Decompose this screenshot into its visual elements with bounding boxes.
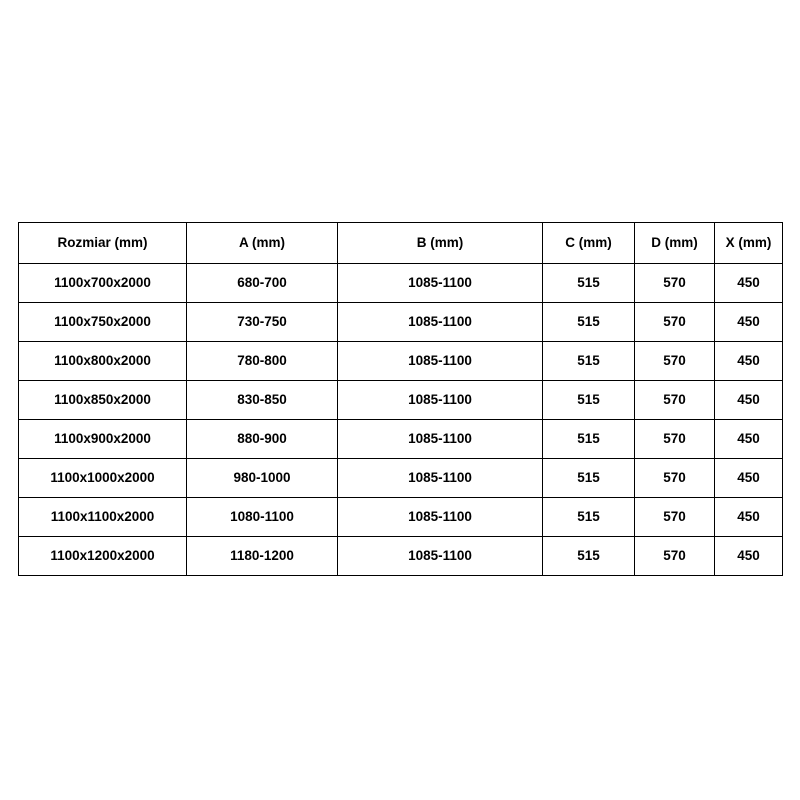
table-row (19, 420, 783, 459)
cell-a: 680-700 (187, 264, 338, 303)
cell-c: 515 (543, 537, 635, 576)
cell-b: 1085-1100 (338, 264, 543, 303)
table-row (19, 264, 783, 303)
cell-d: 570 (635, 303, 715, 342)
table-row (19, 498, 783, 537)
cell-a: 780-800 (187, 342, 338, 381)
cell-c: 515 (543, 420, 635, 459)
cell-b: 1085-1100 (338, 498, 543, 537)
cell-rozmiar: 1100x800x2000 (19, 342, 187, 381)
cell-rozmiar: 1100x1200x2000 (19, 537, 187, 576)
cell-x: 450 (715, 303, 783, 342)
cell-d: 570 (635, 420, 715, 459)
cell-a: 980-1000 (187, 459, 338, 498)
table-row (19, 342, 783, 381)
cell-b: 1085-1100 (338, 537, 543, 576)
column-header-rozmiar: Rozmiar (mm) (19, 223, 187, 264)
table-row (19, 303, 783, 342)
cell-d: 570 (635, 342, 715, 381)
cell-d: 570 (635, 381, 715, 420)
cell-b: 1085-1100 (338, 459, 543, 498)
cell-rozmiar: 1100x900x2000 (19, 420, 187, 459)
cell-a: 880-900 (187, 420, 338, 459)
cell-b: 1085-1100 (338, 381, 543, 420)
cell-x: 450 (715, 498, 783, 537)
cell-d: 570 (635, 498, 715, 537)
cell-rozmiar: 1100x1100x2000 (19, 498, 187, 537)
cell-c: 515 (543, 381, 635, 420)
cell-a: 830-850 (187, 381, 338, 420)
cell-x: 450 (715, 537, 783, 576)
column-header-c: C (mm) (543, 223, 635, 264)
cell-d: 570 (635, 537, 715, 576)
cell-c: 515 (543, 459, 635, 498)
column-header-b: B (mm) (338, 223, 543, 264)
cell-c: 515 (543, 342, 635, 381)
cell-b: 1085-1100 (338, 303, 543, 342)
table-row (19, 381, 783, 420)
size-table (18, 222, 783, 576)
cell-b: 1085-1100 (338, 342, 543, 381)
column-header-a: A (mm) (187, 223, 338, 264)
cell-x: 450 (715, 264, 783, 303)
cell-x: 450 (715, 459, 783, 498)
cell-c: 515 (543, 498, 635, 537)
cell-c: 515 (543, 264, 635, 303)
cell-a: 730-750 (187, 303, 338, 342)
column-header-x: X (mm) (715, 223, 783, 264)
cell-a: 1080-1100 (187, 498, 338, 537)
cell-a: 1180-1200 (187, 537, 338, 576)
cell-c: 515 (543, 303, 635, 342)
cell-b: 1085-1100 (338, 420, 543, 459)
cell-rozmiar: 1100x750x2000 (19, 303, 187, 342)
cell-rozmiar: 1100x700x2000 (19, 264, 187, 303)
column-header-d: D (mm) (635, 223, 715, 264)
cell-x: 450 (715, 381, 783, 420)
table-row (19, 459, 783, 498)
cell-x: 450 (715, 420, 783, 459)
cell-d: 570 (635, 264, 715, 303)
cell-x: 450 (715, 342, 783, 381)
table-header-row (19, 223, 783, 264)
table-body (19, 264, 783, 576)
table-row (19, 537, 783, 576)
size-table-container (18, 222, 782, 576)
cell-rozmiar: 1100x1000x2000 (19, 459, 187, 498)
cell-rozmiar: 1100x850x2000 (19, 381, 187, 420)
table-header (19, 223, 783, 264)
cell-d: 570 (635, 459, 715, 498)
